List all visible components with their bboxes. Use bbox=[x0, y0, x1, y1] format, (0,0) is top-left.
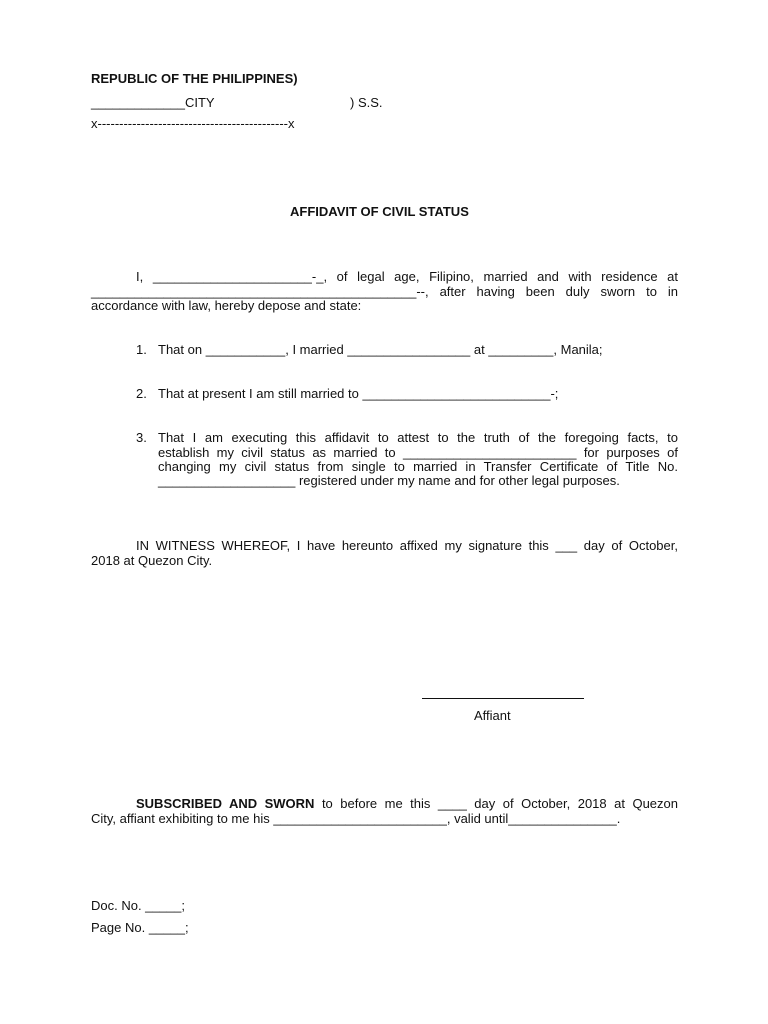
item-1-text: That on ___________, I married _________________ at _________, Manila; bbox=[158, 342, 603, 357]
signature-line bbox=[422, 698, 584, 699]
document-title: AFFIDAVIT OF CIVIL STATUS bbox=[290, 204, 469, 219]
intro-line-1: I, ______________________-_, of legal age, Filipino, married and with residence at bbox=[136, 269, 678, 284]
city-line: _____________CITY bbox=[91, 95, 215, 110]
affiant-label: Affiant bbox=[474, 708, 511, 723]
jurat-line-2: City, affiant exhibiting to me his ________________________, valid until_______________. bbox=[91, 811, 621, 826]
ss-label: ) S.S. bbox=[350, 95, 383, 110]
item-3-line-3: changing my civil status from single to married in Transfer Certificate of Title No. bbox=[158, 459, 678, 474]
witness-line-1: IN WITNESS WHEREOF, I have hereunto affixed my signature this ___ day of October, bbox=[136, 538, 678, 553]
item-3-line-4: ___________________ registered under my name and for other legal purposes. bbox=[158, 473, 620, 488]
item-3-line-1: That I am executing this affidavit to attest to the truth of the foregoing facts, to bbox=[158, 430, 678, 445]
witness-line-2: 2018 at Quezon City. bbox=[91, 553, 213, 568]
item-3-line-2: establish my civil status as married to ________________________ for purposes of bbox=[158, 445, 678, 460]
republic-heading: REPUBLIC OF THE PHILIPPINES) bbox=[91, 71, 298, 86]
item-3-number: 3. bbox=[136, 430, 147, 445]
doc-number: Doc. No. _____; bbox=[91, 898, 185, 913]
jurat-line-1-rest: to before me this ____ day of October, 2018 at Quezon bbox=[314, 796, 678, 811]
intro-line-3: accordance with law, hereby depose and state: bbox=[91, 298, 362, 313]
item-2-text: That at present I am still married to __________________________-; bbox=[158, 386, 559, 401]
intro-line-2: _____________________________________________--, after having been duly sworn to in bbox=[91, 284, 678, 299]
header-separator: x--------------------------------------------x bbox=[91, 116, 295, 131]
item-2-number: 2. bbox=[136, 386, 147, 401]
item-1-number: 1. bbox=[136, 342, 147, 357]
jurat-line-1 bbox=[136, 796, 678, 812]
jurat-bold-lead: SUBSCRIBED AND SWORN bbox=[136, 796, 315, 811]
page-number: Page No. _____; bbox=[91, 920, 189, 935]
